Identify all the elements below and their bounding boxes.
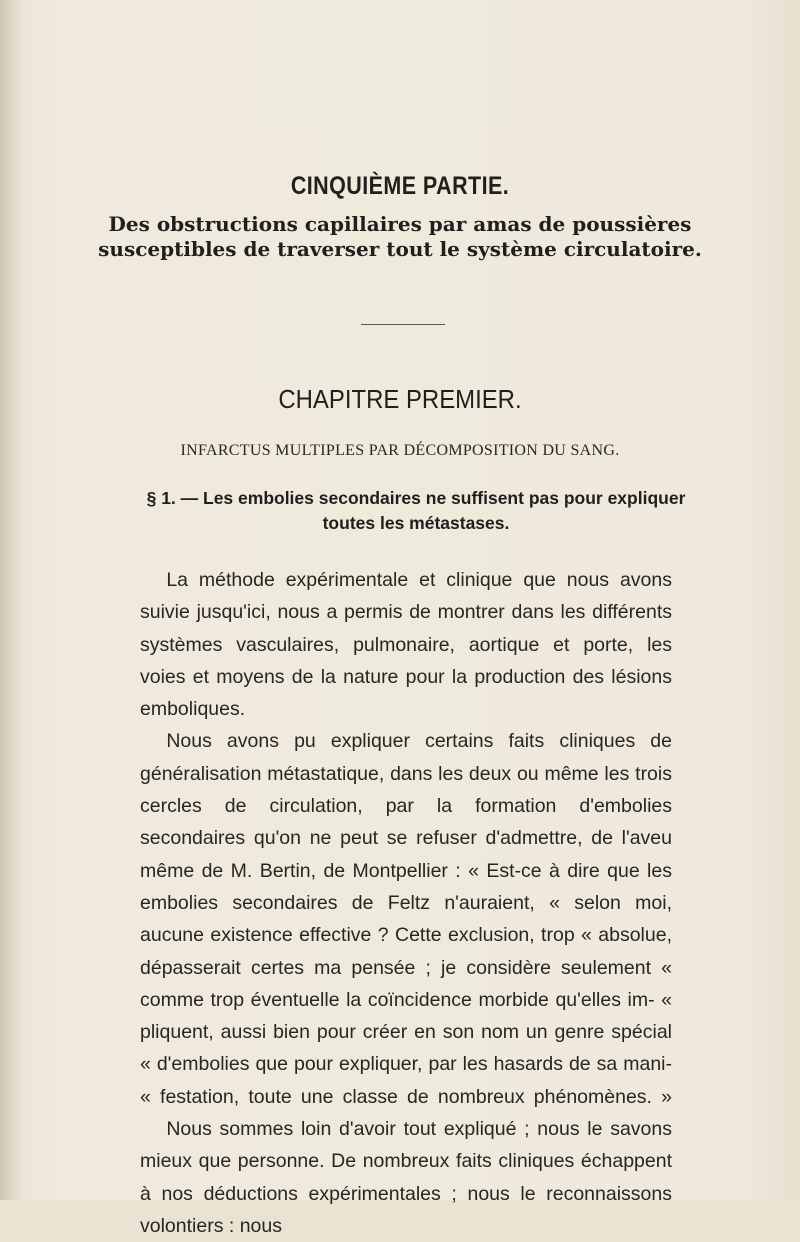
part-subtitle: Des obstructions capillaires par amas de poussières susceptibles de traverser tout le système circulatoire. [98, 212, 702, 261]
chapter-title: CHAPITRE PREMIER. [278, 384, 522, 414]
paragraph-1: La méthode expérimentale et clinique que nous avons suivie jusqu'ici, nous a permis de montrer dans les différents systèmes vasculaires, pulmonaire, aortique et porte, les voies et moyens de la nature pour la production des lésions emboliques. [140, 569, 672, 721]
page-spine-shadow [0, 0, 22, 1200]
part-title: CINQUIÈME PARTIE. [290, 172, 510, 200]
section-heading: § 1. — Les embolies secondaires ne suffisent pas pour expliquer toutes les métastases. [146, 488, 686, 533]
paragraph-2: Nous avons pu expliquer certains faits cliniques de généralisation métastatique, dans les deux ou même les trois cercles de circulation, par la formation d'embolies secondaires qu'on ne peut se refuser d'admettre, de l'aveu même de M. Bertin, de Montpellier : « Est-ce à dire que les embolies secondaires de Feltz n'auraient, « selon moi, aucune existence effective ? Cette exclusion, trop « absolue, dépasserait certes ma pensée ; je considère seulement « comme trop éventuelle la coïncidence morbide qu'elles im- « pliquent, aussi bien pour créer en son nom un genre spécial « d'embolies que pour expliquer, par les hasards de sa mani- « festation, toute une classe de nombreux phénomènes. » [140, 730, 672, 1108]
paragraph-3: Nous sommes loin d'avoir tout expliqué ; nous le savons mieux que personne. De nombreux faits cliniques échappent à nos déductions expérimentales ; nous le reconnaissons volontiers : nous [140, 1118, 672, 1237]
body-text [140, 564, 672, 1242]
divider-rule [361, 324, 445, 325]
chapter-subtitle: INFARCTUS MULTIPLES PAR DÉCOMPOSITION DU SANG. [180, 442, 620, 459]
